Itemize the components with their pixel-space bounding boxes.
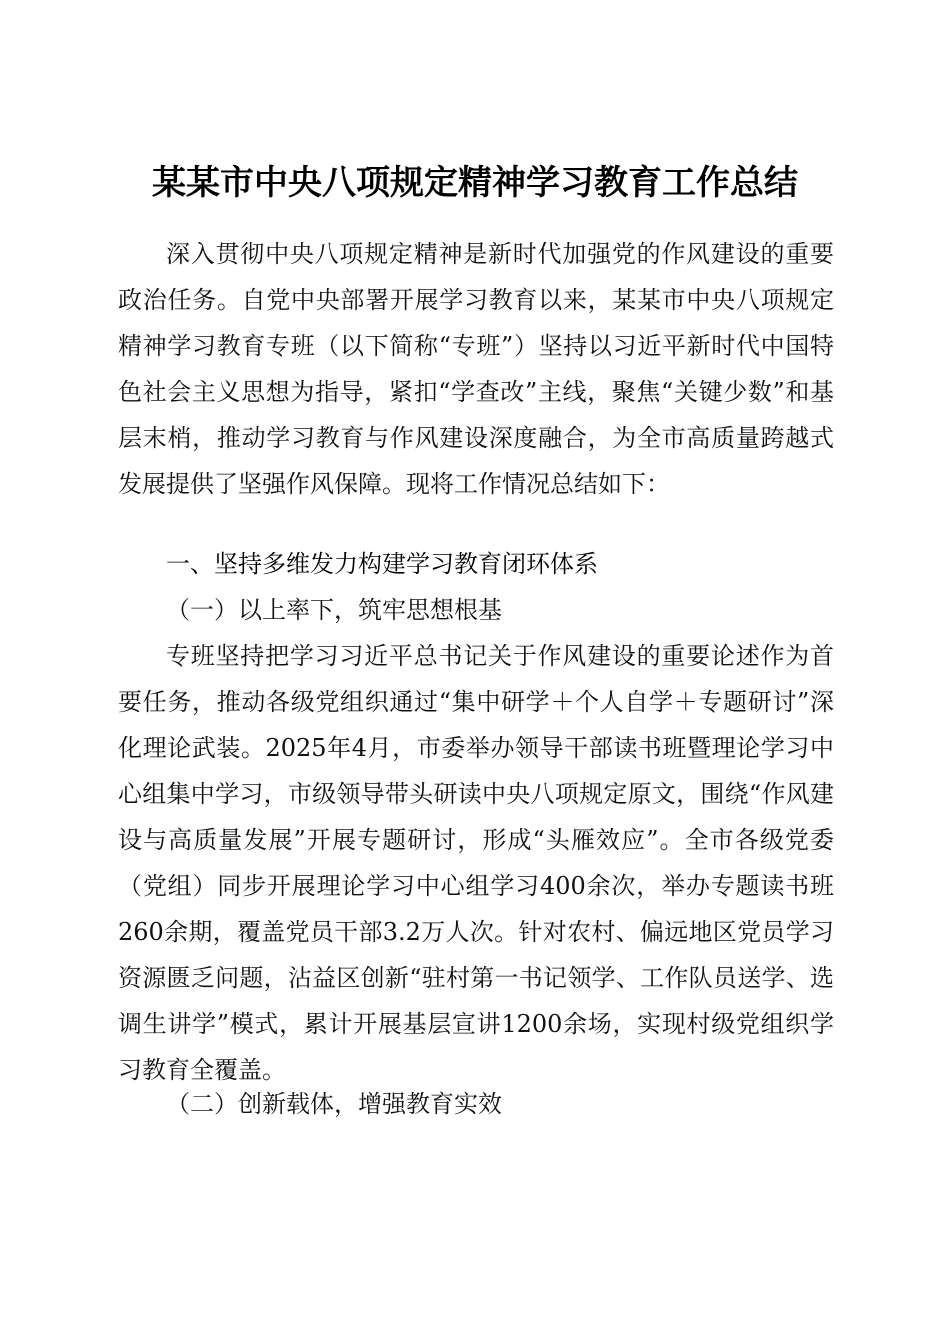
intro-paragraph: 深入贯彻中央八项规定精神是新时代加强党的作风建设的重要政治任务。自党中央部署开展学习教育以来，某某市中央八项规定精神学习教育专班（以下简称“专班”）坚持以习近平新时代中国特色社会主义思想为指导，紧扣“学查改”主线，聚焦“关键少数”和基层末梢，推动学习教育与作风建设深度融合，为全市高质量跨越式发展提供了坚强作风保障。现将工作情况总结如下： xyxy=(118,240,834,498)
subsection-heading-2: （二）创新载体，增强教育实效 xyxy=(166,1090,502,1118)
subsection-heading: （一）以上率下，筑牢思想根基 xyxy=(166,596,502,624)
document-title: 某某市中央八项规定精神学习教育工作总结 xyxy=(152,162,798,203)
section-heading: 一、坚持多维发力构建学习教育闭环体系 xyxy=(166,550,598,578)
subsection-paragraph: 专班坚持把学习习近平总书记关于作风建设的重要论述作为首要任务，推动各级党组织通过“集中研学＋个人自学＋专题研讨”深化理论武装。2025年4月，市委举办领导干部读书班暨理论学习中心组集中学习，市级领导带头研读中央八项规定原文，围绕“作风建设与高质量发展”开展专题研讨，形成“头雁效应”。全市各级党委（党组）同步开展理论学习中心组学习400余次，举办专题读书班260余期，覆盖党员干部3.2万人次。针对农村、偏远地区党员学习资源匮乏问题，沾益区创新“驻村第一书记领学、工作队员送学、选调生讲学”模式，累计开展基层宣讲1200余场，实现村级党组织学习教育全覆盖。 xyxy=(118,642,834,1084)
